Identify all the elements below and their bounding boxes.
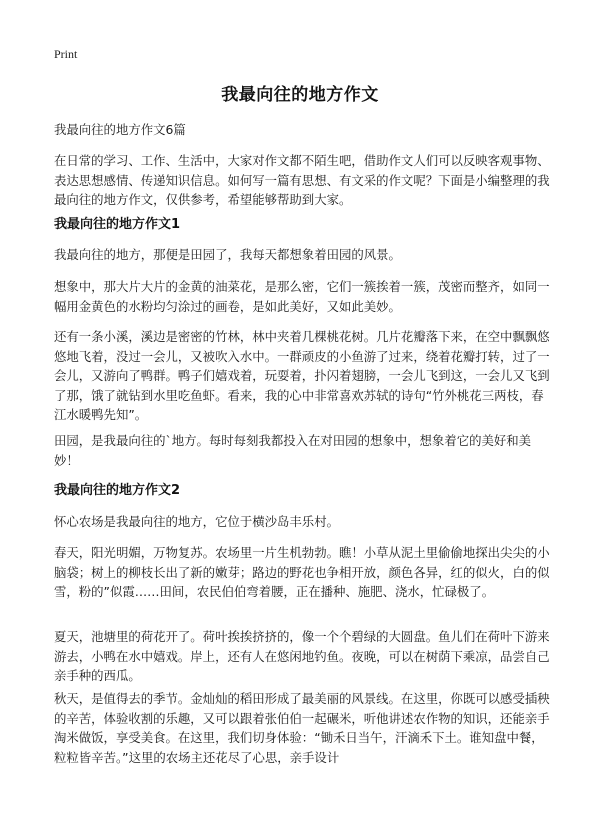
essay-2-paragraph-4: 秋天，是值得去的季节。金灿灿的稻田形成了最美丽的风景线。在这里，你既可以感受插秧的辛苦，体验收割的乐趣，又可以跟着张伯伯一起碾米，听他讲述农作物的知识，还能亲手淘米做饭，享受美食。在这里，我们切身体验：“锄禾日当午，汗滴禾下土。谁知盘中餐，粒粒皆辛苦。”这里的农场主还花尽了心思，亲手设计 — [54, 691, 550, 765]
essay-1-paragraph-2: 想象中，那大片大片的金黄的油菜花，是那么密，它们一簇挨着一簇，茂密而整齐，如同一幅用金黄色的水粉均匀涂过的画卷，是如此美好，又如此美妙。 — [54, 279, 550, 314]
essay-2-paragraph-1: 怀心农场是我最向往的地方，它位于横沙岛丰乐村。 — [54, 514, 339, 529]
essay-1-paragraph-1: 我最向往的地方，那便是田园了，我每天都想象着田园的风景。 — [54, 247, 401, 262]
essay-1-paragraph-4: 田园，是我最向往的`地方。每时每刻我都投入在对田园的想象中，想象着它的美好和美妙！ — [54, 433, 532, 468]
essay-2-paragraph-2: 春天，阳光明媚，万物复苏。农场里一片生机勃勃。瞧！小草从泥土里偷偷地探出尖尖的小脑袋；树上的柳枝长出了新的嫩芽；路边的野花也争相开放，颜色各异，红的似火，白的似雪，粉的”似霞……田间，农民伯伯弯着腰，正在播种、施肥、浇水，忙碌极了。 — [54, 545, 550, 599]
essay-1-paragraph-3: 还有一条小溪，溪边是密密的竹林，林中夹着几棵桃花树。几片花瓣落下来，在空中飘飘悠悠地飞着，没过一会儿，又被吹入水中。一群顽皮的小鱼游了过来，绕着花瓣打转，过了一会儿，又游向了鸭群。鸭子们嬉戏着，玩耍着，扑闪着翅膀，一会儿飞到这，一会儿又飞到了那，饿了就钻到水里吃鱼虾。看来，我的心中非常喜欢苏轼的诗句“竹外桃花三两枝，春江水暖鸭先知”。 — [54, 329, 550, 422]
essay-2-paragraph-3: 夏天，池塘里的荷花开了。荷叶挨挨挤挤的，像一个个碧绿的大圆盘。鱼儿们在荷叶下游来游去，小鸭在水中嬉戏。岸上，还有人在悠闲地钓鱼。夜晚，可以在树荫下乘凉，品尝自己亲手种的西瓜。 — [54, 629, 550, 683]
page-title: 我最向往的地方作文 — [221, 85, 379, 105]
article-subtitle: 我最向往的地方作文6篇 — [54, 122, 186, 137]
print-link[interactable]: Print — [54, 47, 78, 61]
intro-paragraph: 在日常的学习、工作、生活中，大家对作文都不陌生吧，借助作文人们可以反映客观事物、表达思想感情、传递知识信息。如何写一篇有思想、有文采的作文呢？下面是小编整理的我最向往的地方作文，仅供参考，希望能够帮助到大家。 — [54, 153, 550, 207]
essay-1-heading: 我最向往的地方作文1 — [54, 217, 181, 232]
essay-2-heading: 我最向往的地方作文2 — [54, 483, 181, 498]
